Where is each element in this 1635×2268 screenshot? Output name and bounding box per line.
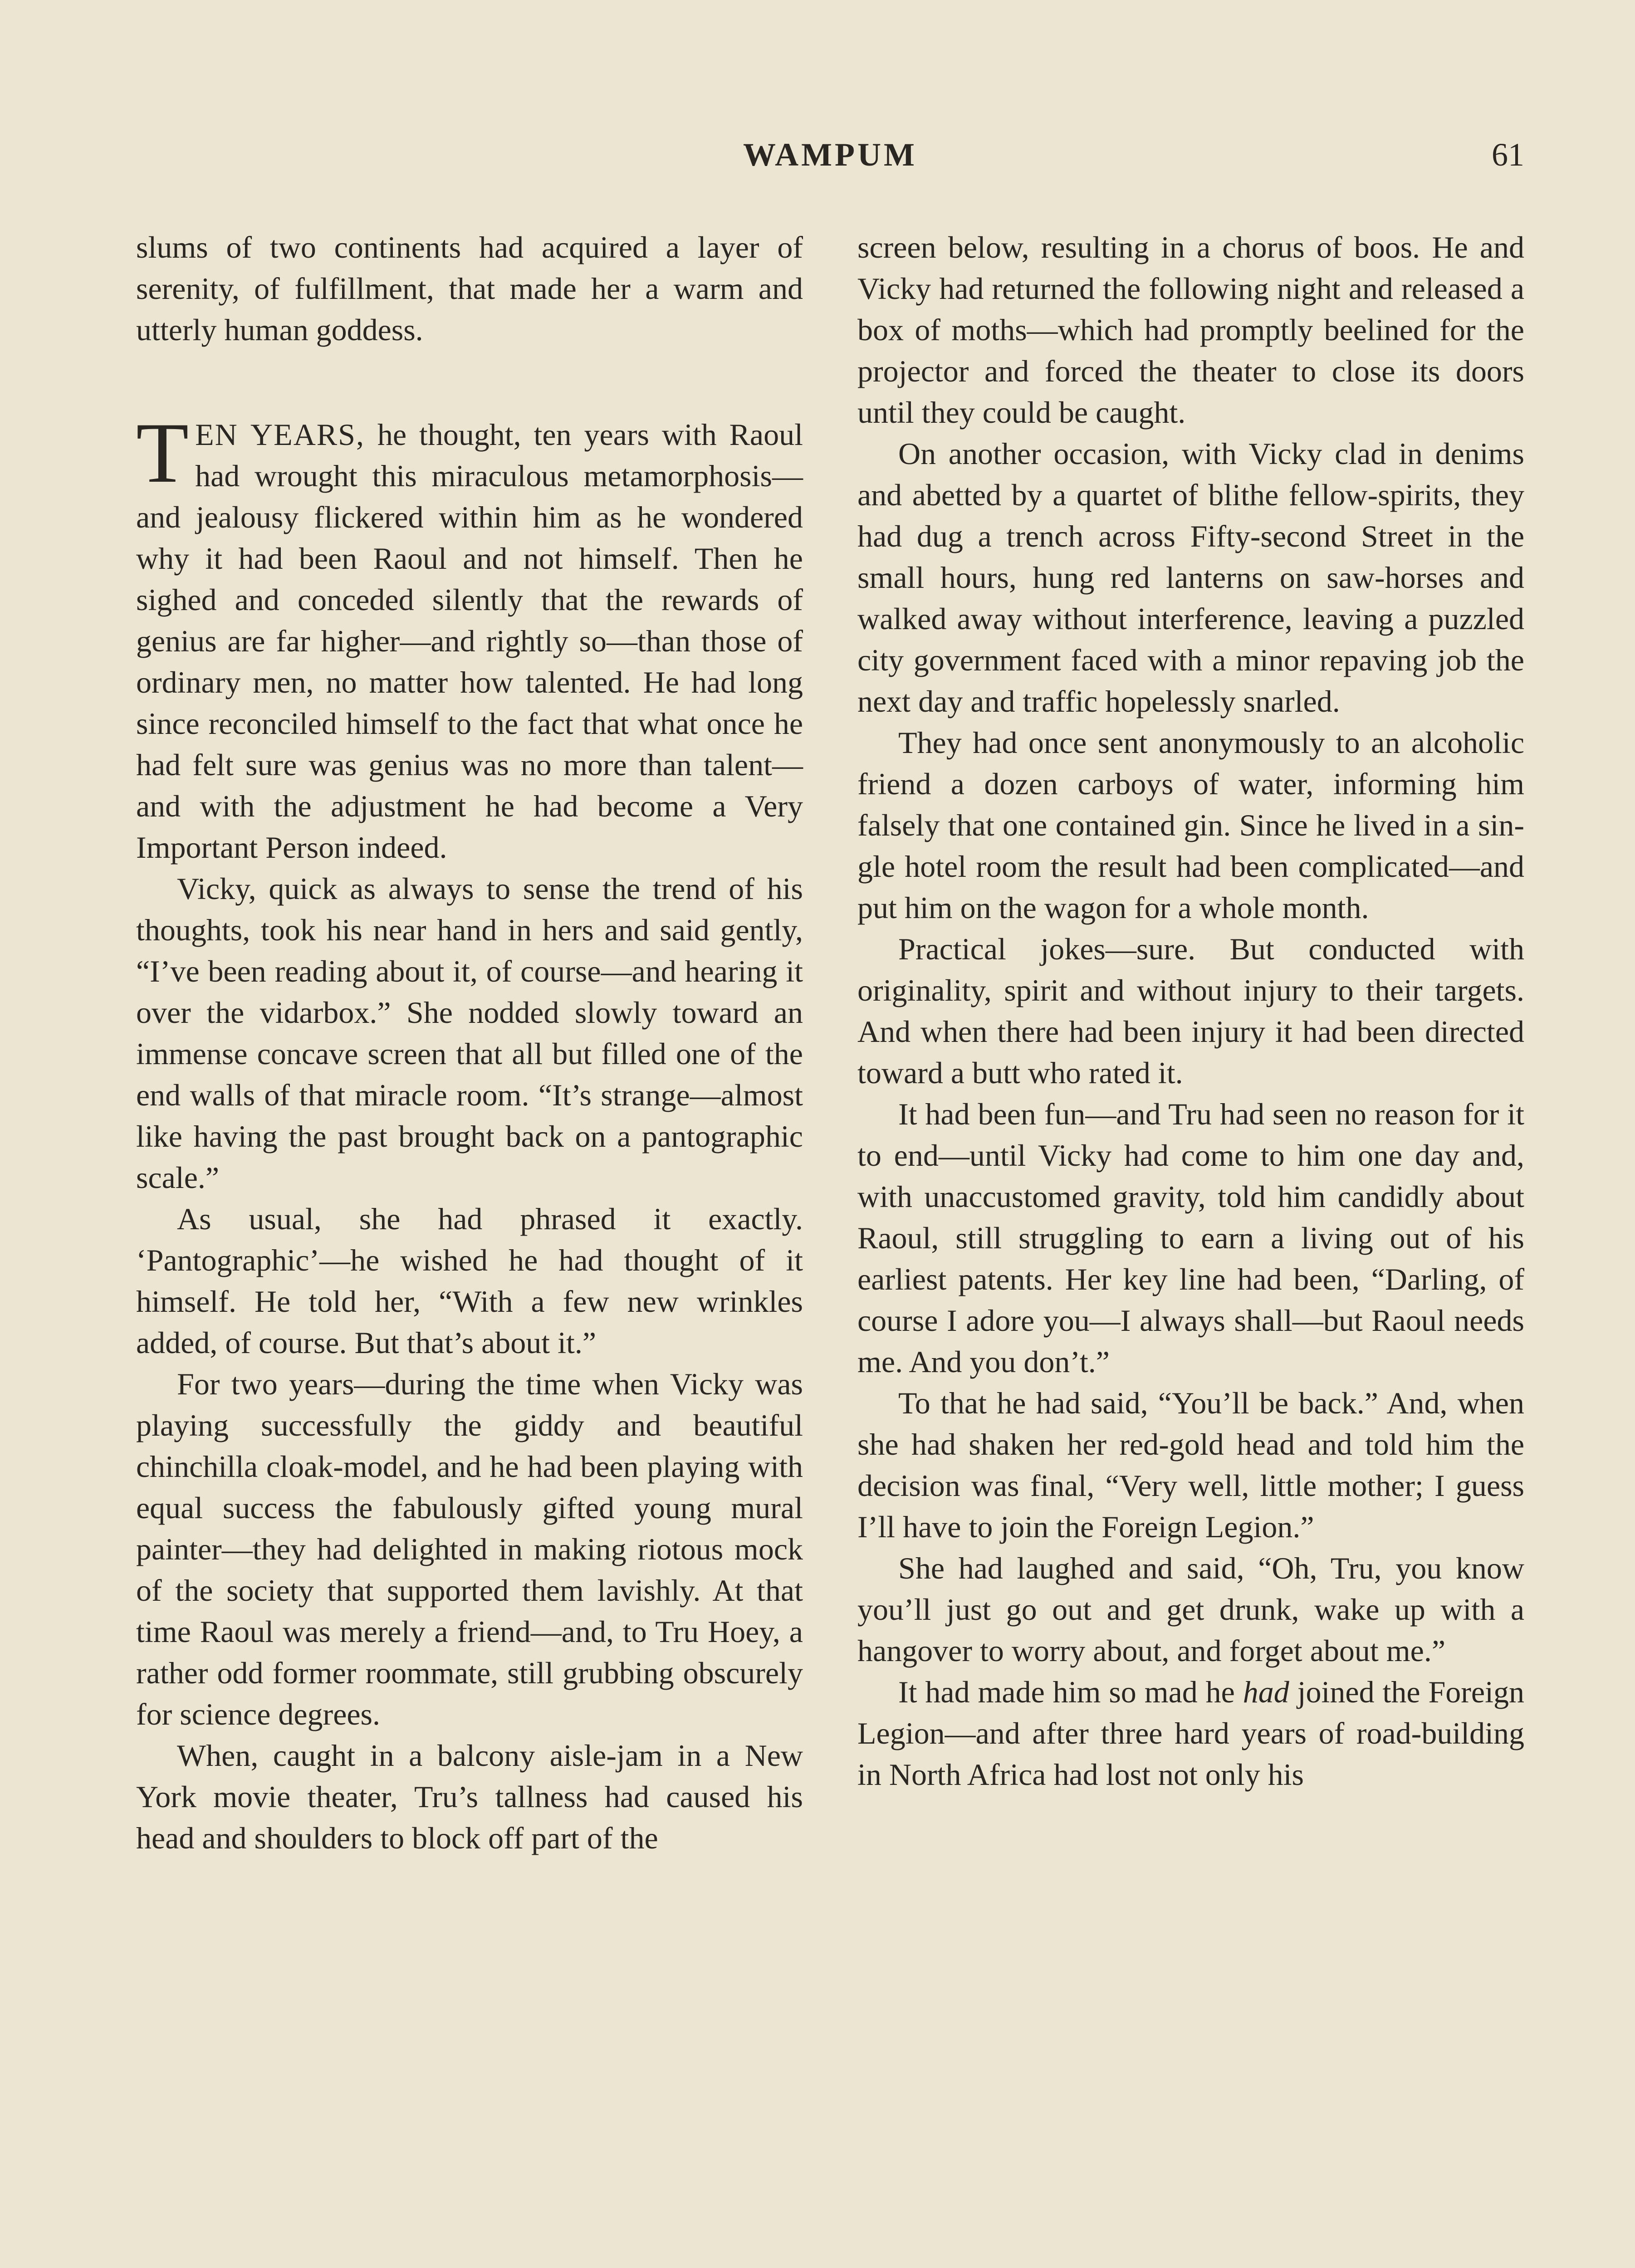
running-head: WAMPUM [743,137,917,173]
paragraph: When, caught in a balcony aisle-jam in a New York movie theater, Tru’s tallness had caused his head and shoulders to block off part of the [136,1738,803,1855]
right-column [857,227,1524,1795]
paragraph: They had once sent anonymously to an alcoholic friend a dozen carboys of water, informing him falsely that one contained gin. Since he lived in a single hotel room the result had been complicated—and put him on the wagon for a whole month. [857,725,1524,925]
drop-cap: T [136,406,189,501]
paragraph: On another occasion, with Vicky clad in denims and abetted by a quartet of blithe fellow-spirits, they had dug a trench across Fifty-second Street in the small hours, hung red lanterns on saw-horses and walked away without interference, leaving a puzzled city government faced with a minor repaving job the next day and traffic hopelessly snarled. [857,436,1524,719]
paragraph: Practical jokes—sure. But conducted with originality, spirit and without injury to their targets. And when there had been injury it had been directed toward a butt who rated it. [857,932,1524,1090]
paragraph: For two years—during the time when Vicky was playing successfully the giddy and beautiful chinchilla cloak-model, and he had been playing with equal success the fabulously gifted young mural painter—they had delighted in making riotous mock of the society that supported them lavishly. At that time Raoul was merely a friend—and, to Tru Hoey, a rather odd former roommate, still grubbing obscurely for science degrees. [136,1367,803,1731]
paragraph: She had laughed and said, “Oh, Tru, you know you’ll just go out and get drunk, wake up with a hangover to worry about, and forget about me.” [857,1551,1524,1668]
section-lead-in: EN YEARS, [195,417,365,452]
paragraph: screen below, resulting in a chorus of boos. He and Vicky had returned the following night and released a box of moths—which had promptly beelined for the projector and forced the theater to close its doors until they could be caught. [857,230,1524,430]
paragraph-text: he thought, ten years with Raoul had wrought this miraculous metamorphosis—and jealousy flickered within him as he wondered why it had been Raoul and not himself. Then he sighed and conceded silently that the rewards of genius are far higher—and rightly so—than those of ordinary men, no matter how talented. He had long since reconciled himself to the fact that what once he had felt sure was genius was no more than talent—and with the adjustment he had become a Very Important Person indeed. [136,417,803,865]
paragraph-text: It had made him so mad he [898,1675,1243,1709]
paragraph: slums of two continents had acquired a layer of serenity, of fulfillment, that made her a warm and utterly human goddess. [136,230,803,347]
paragraph: To that he had said, “You’ll be back.” And, when she had shaken her red-gold head and told him the decision was final, “Very well, little mother; I guess I’ll have to join the Foreign Legion.” [857,1386,1524,1544]
paragraph: Vicky, quick as always to sense the trend of his thoughts, took his near hand in hers and said gently, “I’ve been reading about it, of course—and hearing it over the vidarbox.” She nodded slowly toward an immense concave screen that all but filled one of the end walls of that miracle room. “It’s strange—almost like having the past brought back on a pantographic scale.” [136,871,803,1195]
section-start-paragraph [136,406,803,868]
paragraph [857,1672,1524,1795]
page-header [136,136,1524,186]
paragraph: It had been fun—and Tru had seen no reason for it to end—until Vicky had come to him one day and, with unaccustomed gravity, told him candidly about Raoul, still struggling to earn a living out of his earliest patents. Her key line had been, “Darling, of course I adore you—I always shall—but Raoul needs me. And you don’t.” [857,1097,1524,1379]
paragraph: As usual, she had phrased it exactly. ‘Pantographic’—he wished he had thought of it himself. He told her, “With a few new wrinkles added, of course. But that’s about it.” [136,1202,803,1360]
left-column [136,227,803,1859]
page-number: 61 [1492,137,1524,173]
emphasis-text: had [1243,1675,1289,1709]
paragraph-text: joined the Foreign Legion—and after three hard years of road-building in North Africa had lost not only his [857,1675,1525,1792]
